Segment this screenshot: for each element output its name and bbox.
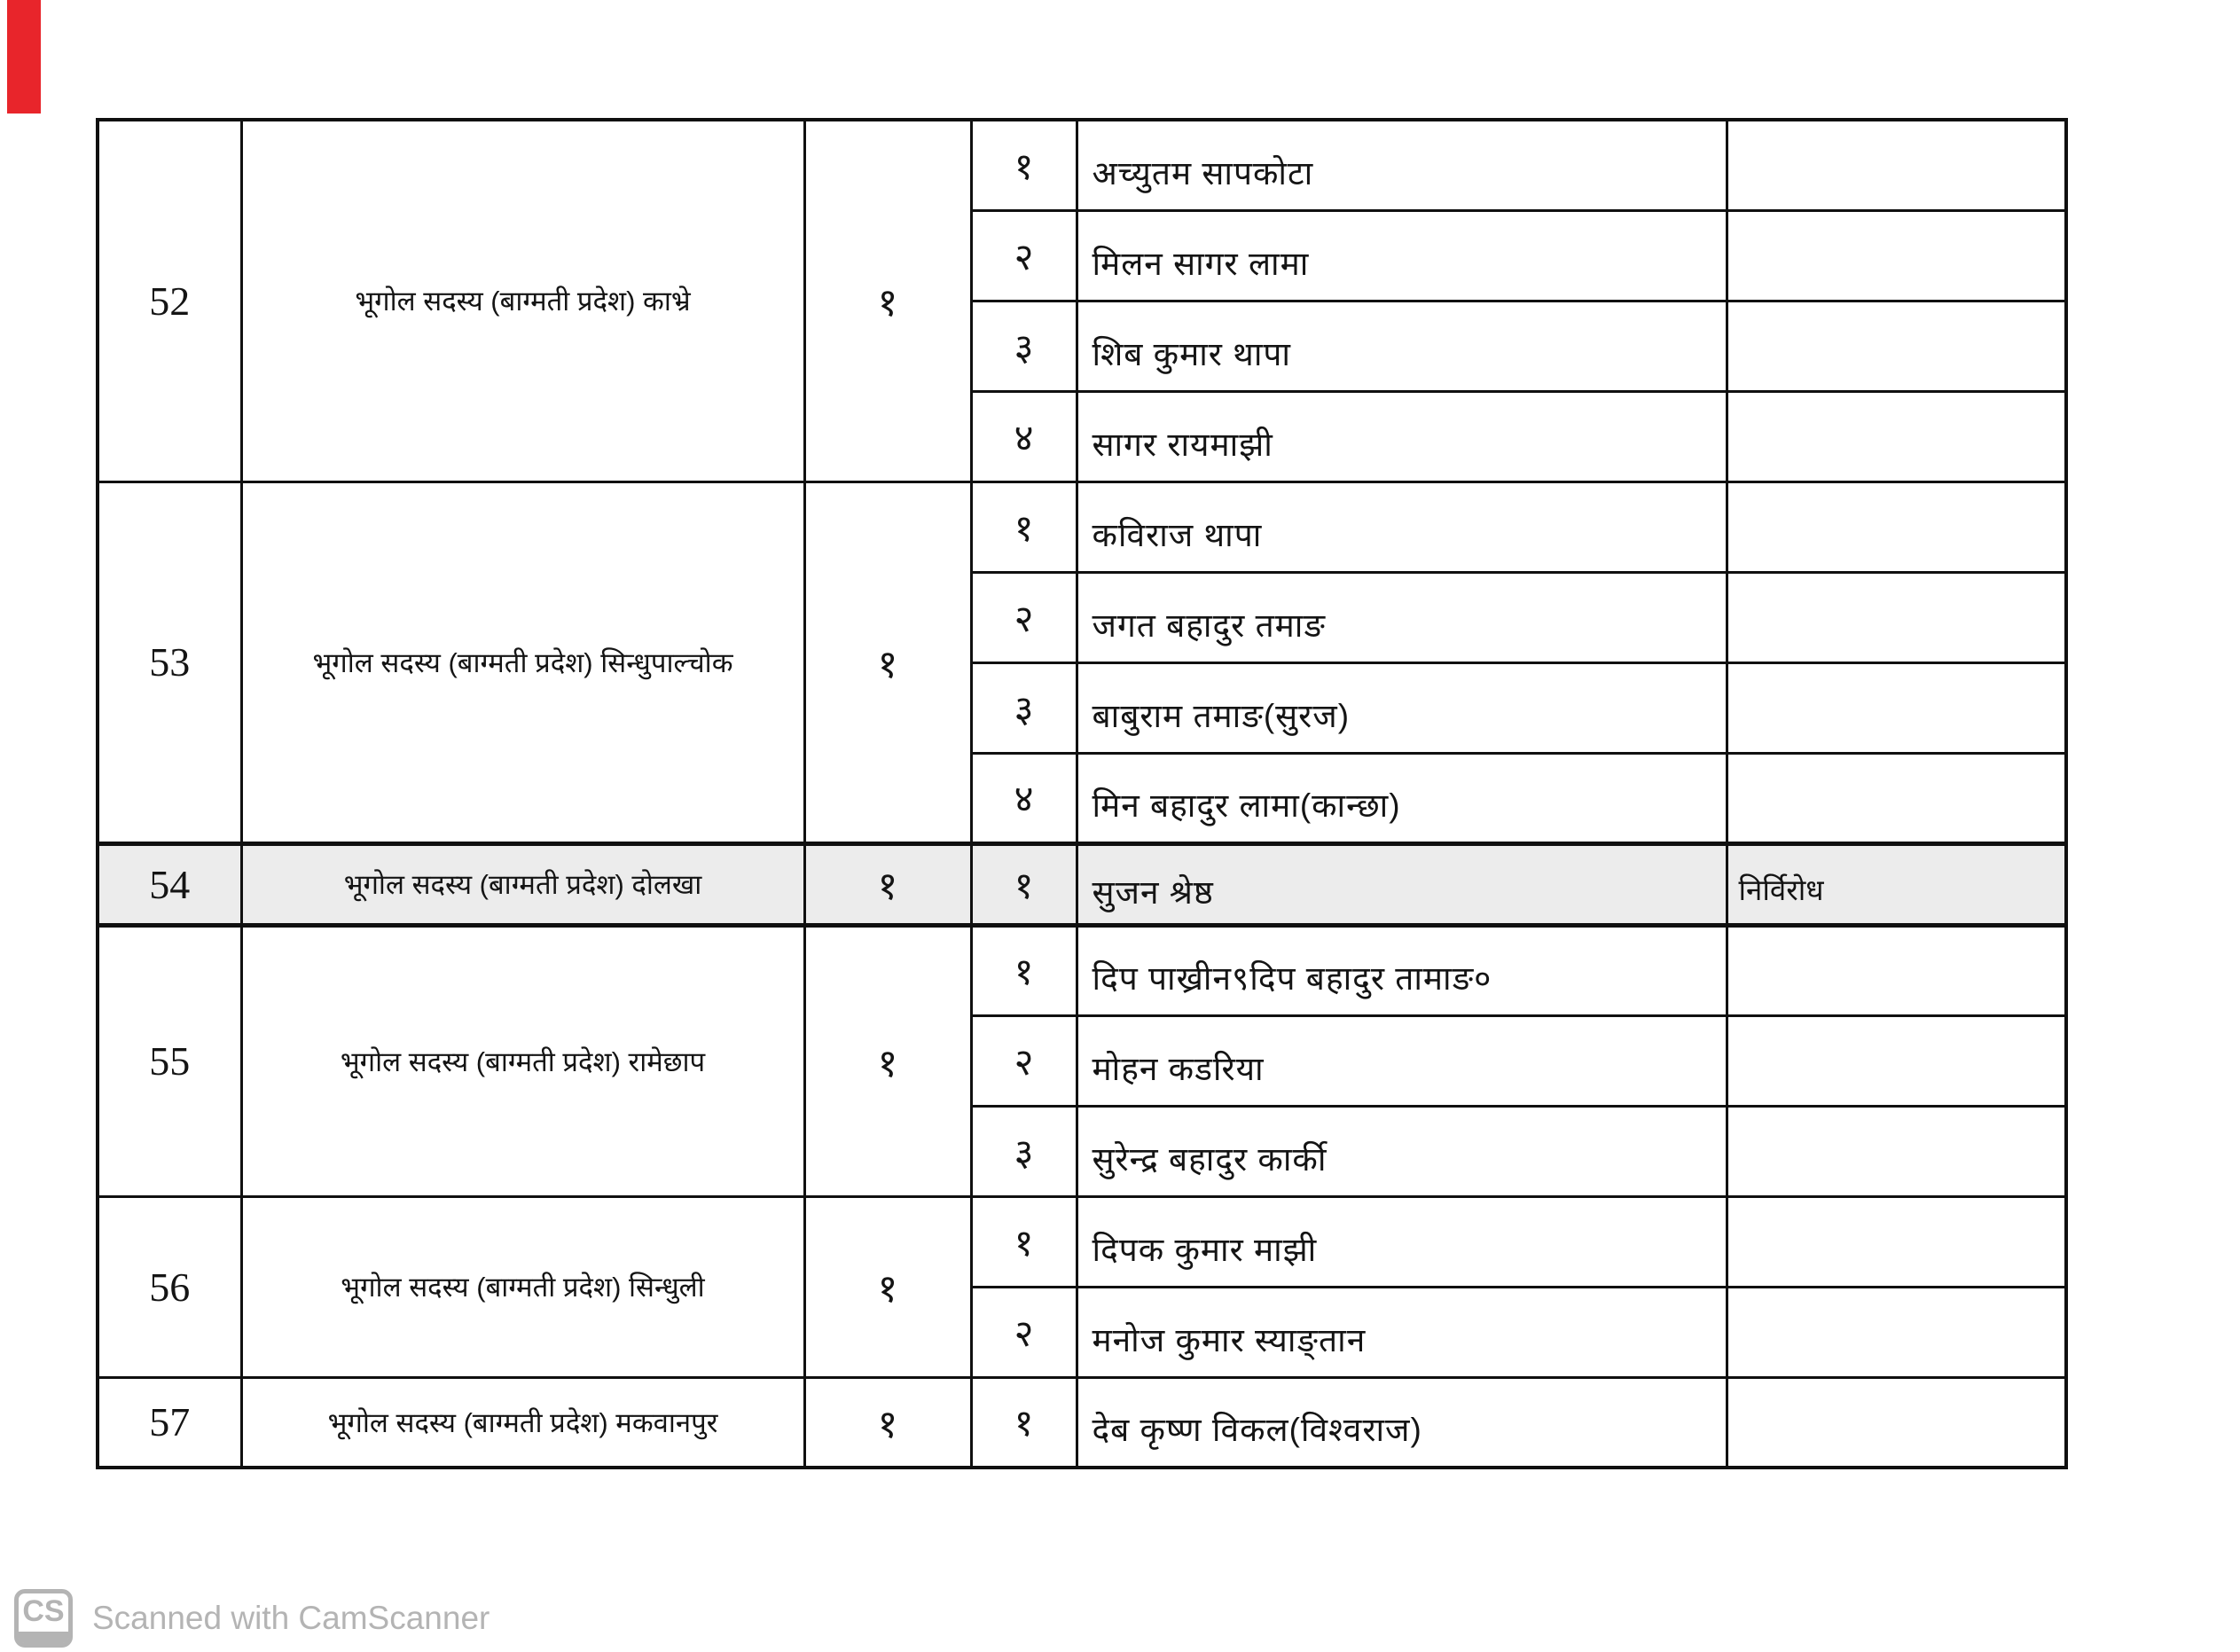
remarks-cell	[1727, 301, 2066, 391]
remarks-cell	[1727, 1106, 2066, 1196]
candidate-number-cell: १	[971, 120, 1077, 210]
candidate-name-cell: शिब कुमार थापा	[1077, 301, 1727, 391]
serial-number-cell: 54	[98, 843, 241, 925]
remarks-cell	[1727, 1015, 2066, 1106]
remarks-cell	[1727, 120, 2066, 210]
remarks-cell: निर्विरोध	[1727, 843, 2066, 925]
seat-count-cell: १	[804, 843, 971, 925]
candidate-name-cell: दिपक कुमार माझी	[1077, 1196, 1727, 1287]
position-cell: भूगोल सदस्य (बाग्मती प्रदेश) काभ्रे	[241, 120, 804, 482]
candidate-name-cell: कविराज थापा	[1077, 482, 1727, 572]
remarks-cell	[1727, 662, 2066, 753]
candidate-name-cell: जगत बहादुर तमाङ	[1077, 572, 1727, 662]
serial-number-cell: 52	[98, 120, 241, 482]
candidate-number-cell: १	[971, 925, 1077, 1015]
candidate-number-cell: २	[971, 1287, 1077, 1377]
candidate-number-cell: ३	[971, 1106, 1077, 1196]
remarks-cell	[1727, 1377, 2066, 1468]
table-row	[98, 482, 2066, 572]
camscanner-icon-letters: CS	[22, 1594, 65, 1628]
candidate-table	[96, 118, 2068, 1469]
remarks-cell	[1727, 925, 2066, 1015]
candidate-name-cell: सुरेन्द्र बहादुर कार्की	[1077, 1106, 1727, 1196]
serial-number-cell: 53	[98, 482, 241, 843]
camscanner-icon	[14, 1589, 73, 1648]
candidate-name-cell: सागर रायमाझी	[1077, 391, 1727, 482]
candidate-name-cell: बाबुराम तमाङ(सुरज)	[1077, 662, 1727, 753]
position-cell: भूगोल सदस्य (बाग्मती प्रदेश) मकवानपुर	[241, 1377, 804, 1468]
candidate-number-cell: १	[971, 1196, 1077, 1287]
serial-number-cell: 56	[98, 1196, 241, 1377]
remarks-cell	[1727, 1287, 2066, 1377]
seat-count-cell: १	[804, 1377, 971, 1468]
seat-count-cell: १	[804, 482, 971, 843]
position-cell: भूगोल सदस्य (बाग्मती प्रदेश) रामेछाप	[241, 925, 804, 1196]
candidate-name-cell: मनोज कुमार स्याङ्तान	[1077, 1287, 1727, 1377]
candidate-number-cell: ३	[971, 662, 1077, 753]
position-cell: भूगोल सदस्य (बाग्मती प्रदेश) सिन्धुली	[241, 1196, 804, 1377]
candidate-name-cell: दिप पाख्रीन९दिप बहादुर तामाङ०	[1077, 925, 1727, 1015]
table-row	[98, 925, 2066, 1015]
remarks-cell	[1727, 210, 2066, 301]
table-row	[98, 120, 2066, 210]
candidate-name-cell: मिलन सागर लामा	[1077, 210, 1727, 301]
candidate-number-cell: २	[971, 1015, 1077, 1106]
serial-number-cell: 57	[98, 1377, 241, 1468]
serial-number-cell: 55	[98, 925, 241, 1196]
candidate-number-cell: १	[971, 1377, 1077, 1468]
candidate-table-container	[96, 118, 2068, 1469]
candidate-name-cell: मिन बहादुर लामा(कान्छा)	[1077, 753, 1727, 843]
camscanner-icon-strip	[19, 1632, 68, 1643]
table-row	[98, 843, 2066, 925]
table-row	[98, 1196, 2066, 1287]
candidate-number-cell: ३	[971, 301, 1077, 391]
remarks-cell	[1727, 391, 2066, 482]
remarks-cell	[1727, 753, 2066, 843]
red-annotation-mark	[7, 0, 41, 114]
remarks-cell	[1727, 482, 2066, 572]
watermark-label: Scanned with CamScanner	[92, 1600, 490, 1636]
position-cell: भूगोल सदस्य (बाग्मती प्रदेश) सिन्धुपाल्चोक	[241, 482, 804, 843]
seat-count-cell: १	[804, 120, 971, 482]
candidate-name-cell: मोहन कडरिया	[1077, 1015, 1727, 1106]
candidate-number-cell: ४	[971, 753, 1077, 843]
candidate-number-cell: १	[971, 843, 1077, 925]
candidate-name-cell: सुजन श्रेष्ठ	[1077, 843, 1727, 925]
seat-count-cell: १	[804, 925, 971, 1196]
position-cell: भूगोल सदस्य (बाग्मती प्रदेश) दोलखा	[241, 843, 804, 925]
table-row	[98, 1377, 2066, 1468]
candidate-number-cell: २	[971, 210, 1077, 301]
seat-count-cell: १	[804, 1196, 971, 1377]
remarks-cell	[1727, 1196, 2066, 1287]
candidate-name-cell: अच्युतम सापकोटा	[1077, 120, 1727, 210]
remarks-cell	[1727, 572, 2066, 662]
candidate-number-cell: ४	[971, 391, 1077, 482]
candidate-name-cell: देब कृष्ण विकल(विश्वराज)	[1077, 1377, 1727, 1468]
candidate-number-cell: २	[971, 572, 1077, 662]
candidate-number-cell: १	[971, 482, 1077, 572]
camscanner-watermark	[14, 1589, 490, 1648]
